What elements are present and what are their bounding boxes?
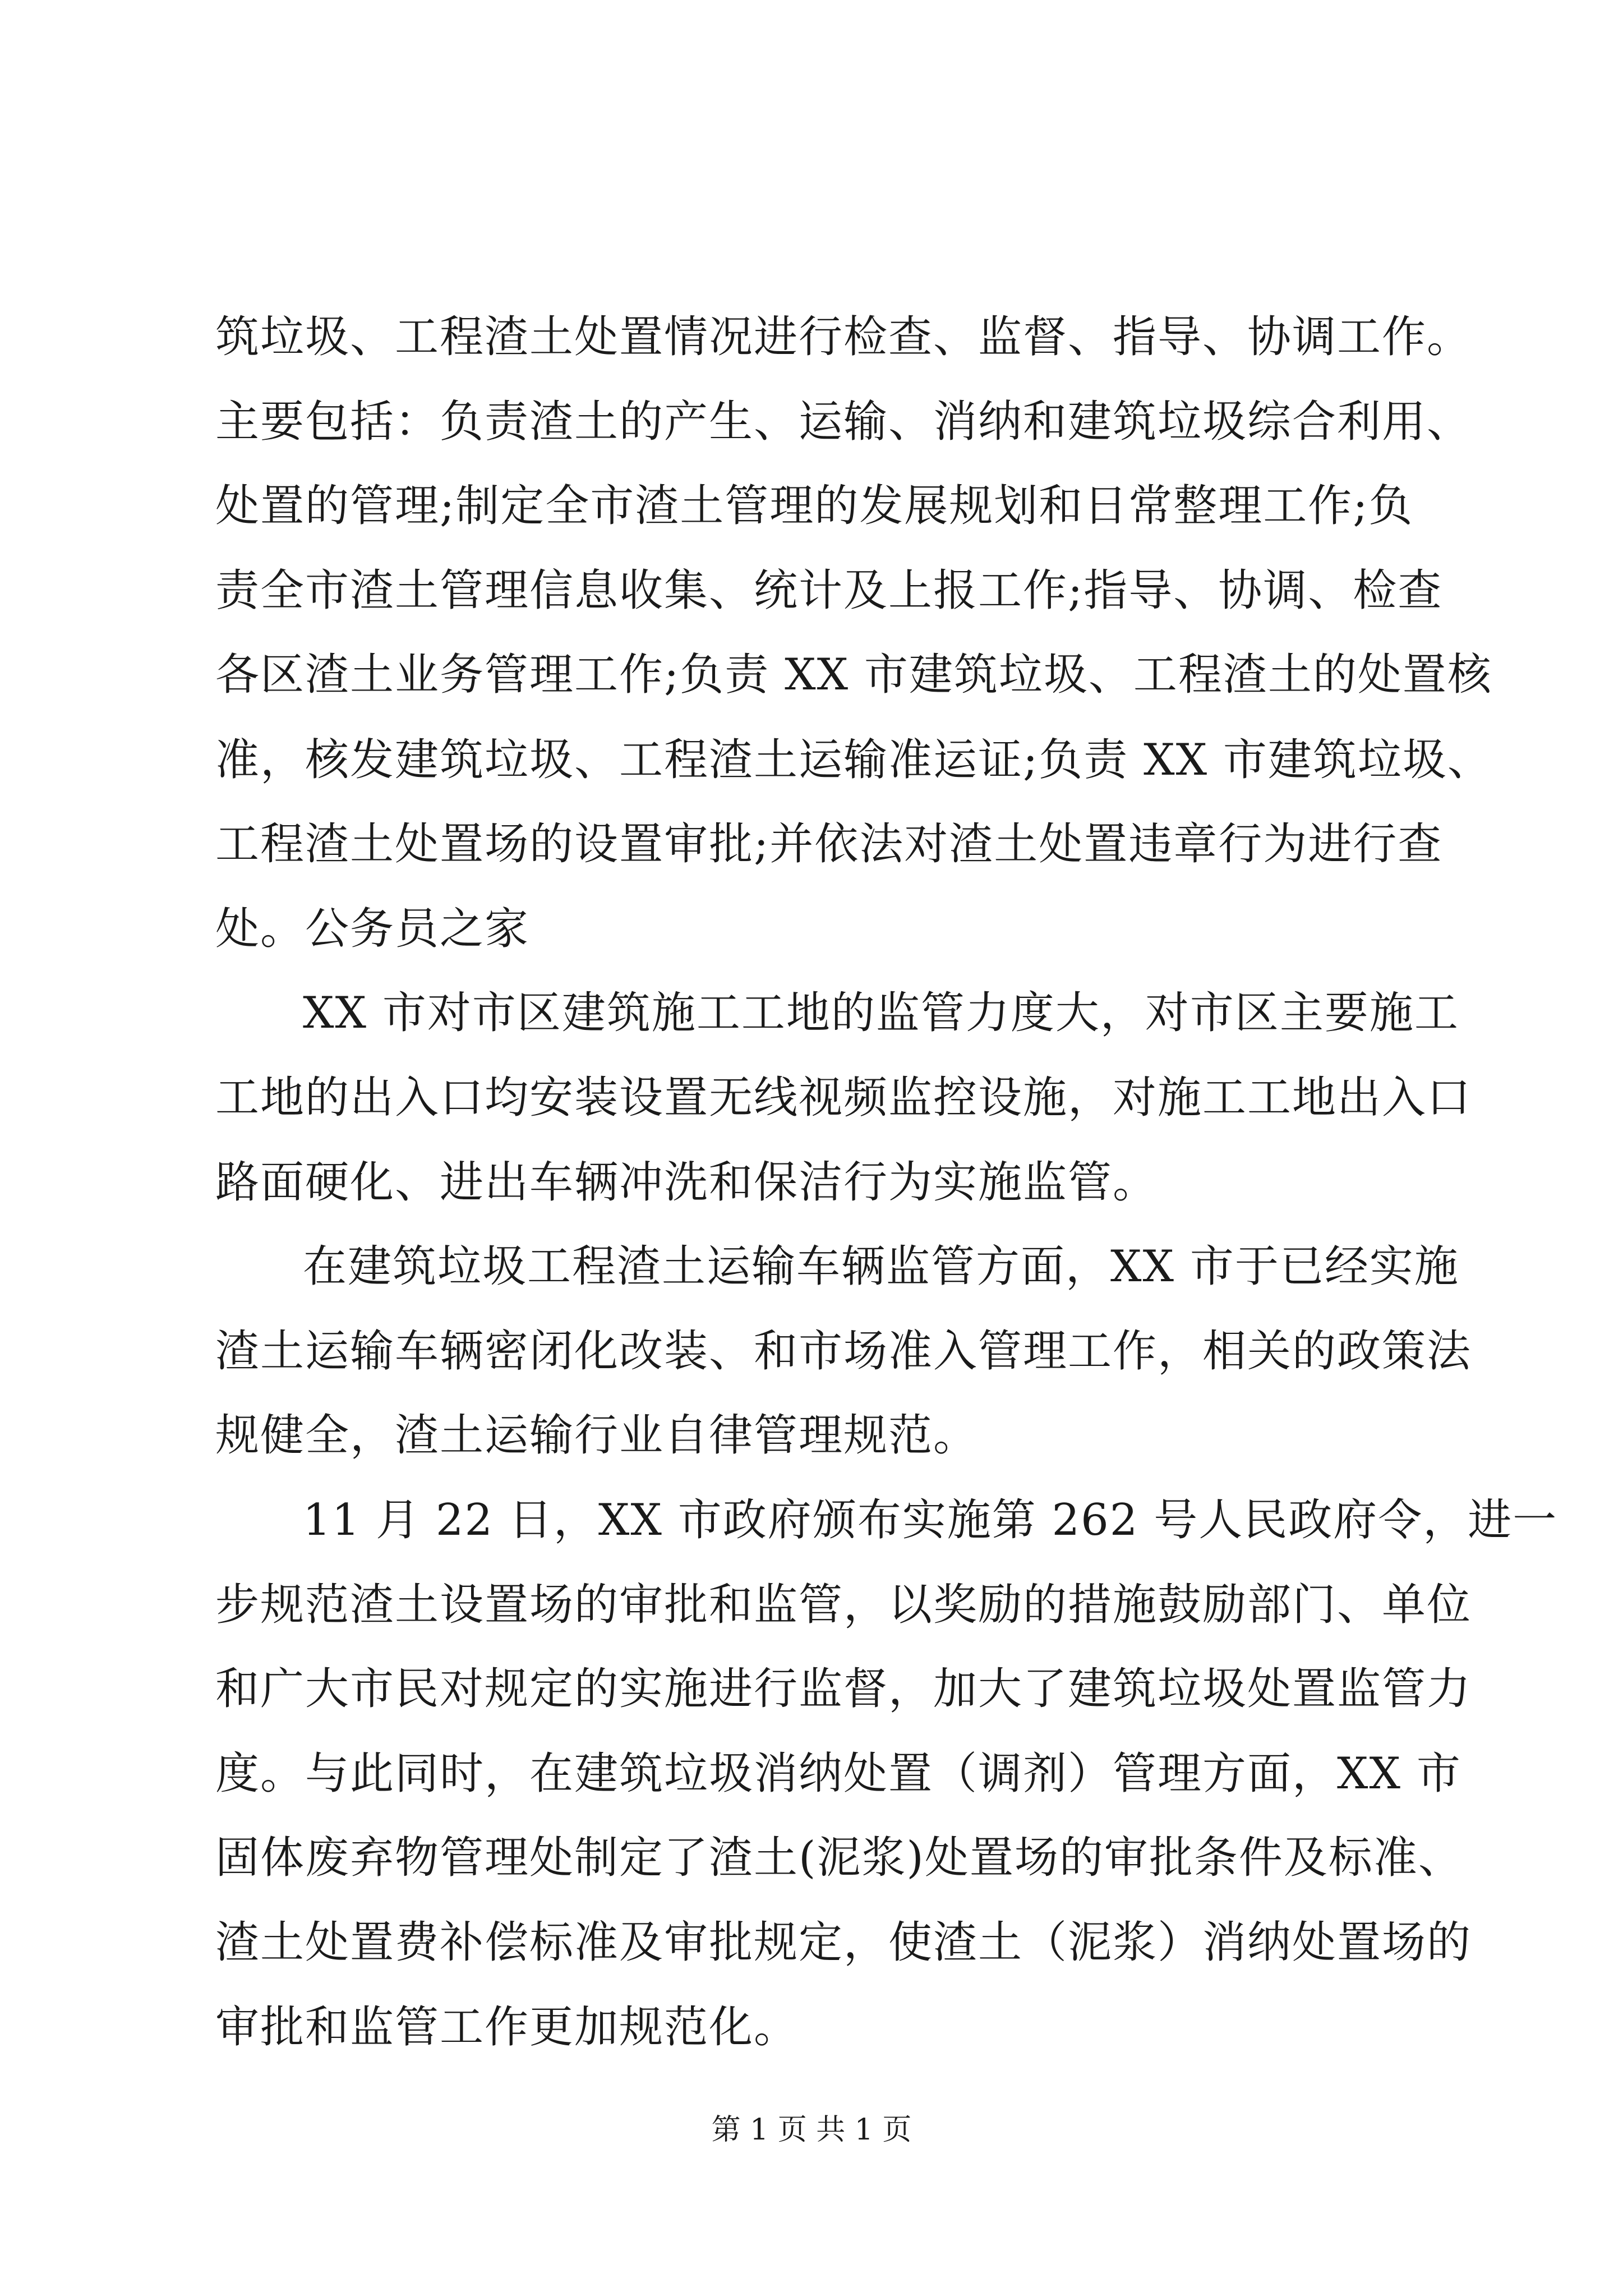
paragraph-first-line: 在建筑垃圾工程渣土运输车辆监管方面，XX 市于已经实施 <box>303 1241 1459 1292</box>
text-line: 路面硬化、进出车辆冲洗和保洁行为实施监管。 <box>215 1157 1158 1208</box>
text-line: 渣土运输车辆密闭化改装、和市场准入管理工作，相关的政策法 <box>215 1326 1472 1377</box>
text-line: 准，核发建筑垃圾、工程渣土运输准运证;负责 XX 市建筑垃圾、 <box>215 735 1492 785</box>
text-line: 步规范渣土设置场的审批和监管，以奖励的措施鼓励部门、单位 <box>215 1580 1472 1630</box>
text-line: 处置的管理;制定全市渣土管理的发展规划和日常整理工作;负 <box>215 481 1414 531</box>
text-line: 渣土处置费补偿标准及审批规定，使渣土（泥浆）消纳处置场的 <box>215 1917 1472 1968</box>
text-line: 处。公务员之家 <box>215 904 530 954</box>
text-line: 责全市渣土管理信息收集、统计及上报工作;指导、协调、检查 <box>215 565 1443 616</box>
text-line: 审批和监管工作更加规范化。 <box>215 2002 799 2053</box>
text-line: 筑垃圾、工程渣土处置情况进行检查、监督、指导、协调工作。 <box>215 312 1472 362</box>
paragraph-first-line: XX 市对市区建筑施工工地的监管力度大，对市区主要施工 <box>303 988 1459 1038</box>
text-line: 规健全，渣土运输行业自律管理规范。 <box>215 1410 979 1461</box>
text-line: 工地的出入口均安装设置无线视频监控设施，对施工工地出入口 <box>215 1073 1472 1123</box>
paragraph-first-line: 11 月 22 日，XX 市政府颁布实施第 262 号人民政府令，进一 <box>303 1495 1558 1545</box>
text-line: 度。与此同时，在建筑垃圾消纳处置（调剂）管理方面，XX 市 <box>215 1749 1461 1799</box>
text-line: 各区渣土业务管理工作;负责 XX 市建筑垃圾、工程渣土的处置核 <box>215 650 1492 700</box>
page-number-footer: 第 1 页 共 1 页 <box>711 2113 912 2147</box>
text-line: 固体废弃物管理处制定了渣土(泥浆)处置场的审批条件及标准、 <box>215 1833 1463 1883</box>
text-line: 工程渣土处置场的设置审批;并依法对渣土处置违章行为进行查 <box>215 819 1443 869</box>
text-line: 主要包括：负责渣土的产生、运输、消纳和建筑垃圾综合利用、 <box>215 397 1472 447</box>
text-line: 和广大市民对规定的实施进行监督，加大了建筑垃圾处置监管力 <box>215 1664 1472 1714</box>
